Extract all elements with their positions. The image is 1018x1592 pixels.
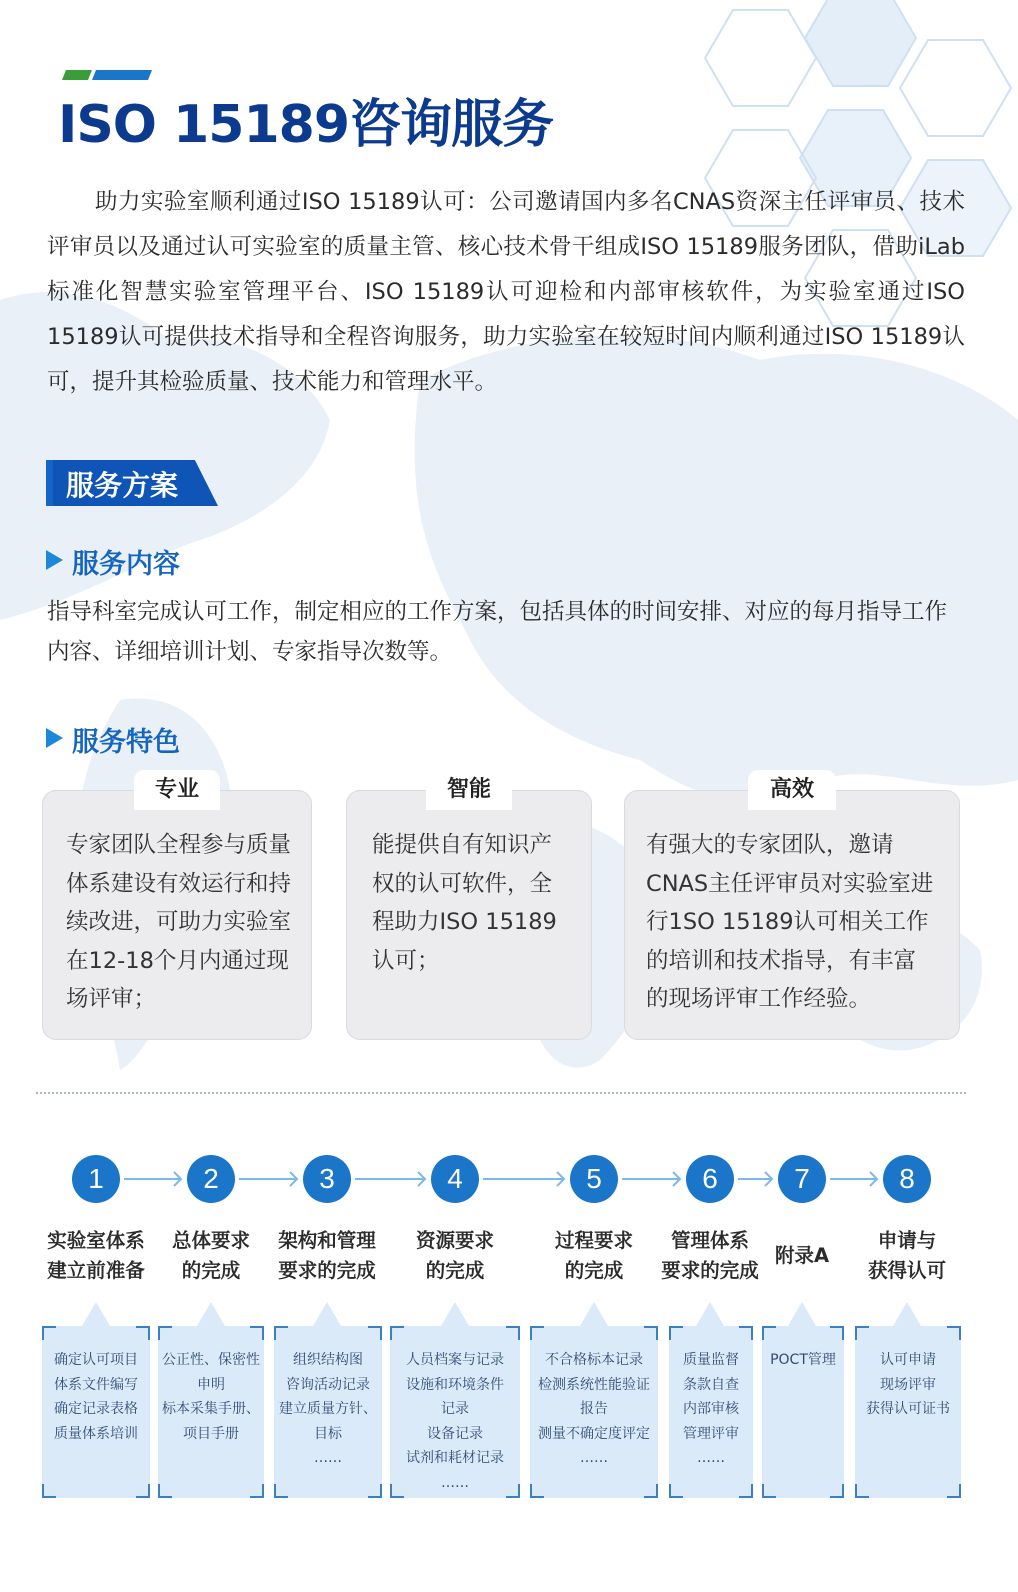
arrow-right-icon [622, 1170, 682, 1188]
step-detail-box [42, 1300, 150, 1498]
title-accent-stripes [62, 70, 152, 80]
step-title-line: 资源要求 [415, 1229, 494, 1252]
step-detail-item: …… [314, 1450, 342, 1466]
service-content-text: 指导科室完成认可工作，制定相应的工作方案，包括具体的时间安排、对应的每月指导工作内容、详细培训计划、专家指导次数等。 [47, 599, 948, 665]
step-title [843, 1226, 971, 1286]
step-title-line: 获得认可 [867, 1259, 946, 1282]
feature-card-text: 有强大的专家团队，邀请CNAS主任评审员对实验室进行1SO 15189认可相关工作的培训和技术指导，有丰富的现场评审工作经验。 [646, 832, 934, 1012]
step-detail-item: 申明 [197, 1376, 225, 1393]
step-title-line: 的完成 [425, 1259, 485, 1282]
step-detail-box [390, 1300, 520, 1498]
step-title-line: 要求的完成 [278, 1259, 376, 1282]
feature-card-tab: 高效 [748, 770, 836, 810]
step-detail-item: 质量体系培训 [54, 1425, 138, 1442]
step-detail-item: 设施和环境条件 [406, 1376, 504, 1393]
section-badge-bar [46, 460, 53, 506]
step-box-frame [762, 1300, 844, 1498]
step-detail-item: 体系文件编写 [54, 1376, 138, 1393]
feature-card-text: 专家团队全程参与质量体系建设有效运行和持续改进，可助力实验室在12-18个月内通过现场评审； [66, 832, 292, 1012]
step-title-line: 要求的完成 [661, 1259, 759, 1282]
step-detail-item: 项目手册 [183, 1425, 239, 1442]
step-title [530, 1226, 658, 1286]
step-title-line: 附录A [774, 1244, 830, 1267]
step-detail-item: 管理评审 [683, 1425, 739, 1442]
step-title-line: 架构和管理 [278, 1229, 376, 1252]
step-detail-list [855, 1348, 961, 1422]
step-detail-box [762, 1300, 844, 1498]
step-detail-list [669, 1348, 753, 1471]
step-title-line: 的完成 [181, 1259, 241, 1282]
arrow-right-icon [124, 1170, 183, 1188]
step-number-badge: 4 [431, 1155, 479, 1203]
subheading-service-content [46, 542, 246, 578]
step-detail-item: 人员档案与记录 [406, 1352, 504, 1368]
dotted-divider [36, 1092, 966, 1094]
step-detail-item: 不合格标本记录 [545, 1352, 643, 1368]
step-detail-box [855, 1300, 961, 1498]
step-title-line: 总体要求 [171, 1229, 250, 1252]
subheading-label: 服务特色 [72, 727, 180, 758]
step-detail-item: 公正性、保密性 [162, 1352, 260, 1368]
step-detail-box [158, 1300, 264, 1498]
arrow-right-icon [830, 1170, 879, 1188]
intro-paragraph: 助力实验室顺利通过ISO 15189认可：公司邀请国内多名CNAS资深主任评审员、技术评审员以及通过认可实验室的质量主管、核心技术骨干组成ISO 15189服务团队，借助iLab标准化智慧实验室管理平台、ISO 15189认可迎检和内部审核软件，为实验室通过ISO 15189认可提供技术指导和全程咨询服务，助力实验室在较短时间内顺利通过ISO 15189认可，提升其检验质量、技术能力和管理水平。 [47, 189, 965, 395]
step-detail-item: 建立质量方针、 [279, 1401, 377, 1417]
step-detail-item: 质量监督 [683, 1352, 739, 1368]
step-detail-item: 现场评审 [880, 1376, 936, 1393]
step-detail-item: 确定认可项目 [54, 1352, 138, 1368]
step-detail-list [42, 1348, 150, 1446]
step-detail-list [158, 1348, 264, 1446]
step-detail-item: 设备记录 [427, 1425, 483, 1442]
step-detail-item: 目标 [314, 1425, 342, 1442]
step-detail-item: 标本采集手册、 [162, 1401, 260, 1417]
step-number-badge: 2 [187, 1155, 235, 1203]
step-detail-list [390, 1348, 520, 1495]
section-title: 服务方案 [66, 469, 179, 502]
triangle-bullet-icon [46, 728, 63, 748]
page-title: ISO 15189咨询服务 [58, 95, 554, 155]
subheading-service-features [46, 720, 246, 756]
step-detail-item: 检测系统性能验证 [538, 1376, 650, 1393]
step-detail-item: 咨询活动记录 [286, 1376, 370, 1393]
step-detail-item: POCT管理 [770, 1352, 836, 1368]
arrow-right-icon [483, 1170, 566, 1188]
step-number-badge: 7 [778, 1155, 826, 1203]
step-detail-list [274, 1348, 382, 1471]
step-detail-item: 记录 [441, 1401, 469, 1417]
step-title [263, 1226, 391, 1286]
arrow-right-icon [239, 1170, 299, 1188]
step-title-line: 过程要求 [554, 1229, 633, 1252]
subheading-label: 服务内容 [72, 549, 180, 580]
step-detail-item: 报告 [580, 1401, 608, 1417]
step-title-line: 实验室体系 [47, 1229, 145, 1252]
step-title [32, 1226, 160, 1286]
step-number-badge: 1 [72, 1155, 120, 1203]
step-number-badge: 5 [570, 1155, 618, 1203]
step-detail-item: 确定记录表格 [54, 1401, 138, 1417]
step-title-line: 管理体系 [670, 1229, 749, 1252]
feature-card-tab: 专业 [134, 770, 220, 810]
arrow-right-icon [355, 1170, 427, 1188]
step-number-badge: 8 [883, 1155, 931, 1203]
step-title-line: 建立前准备 [47, 1259, 145, 1282]
step-detail-list [530, 1348, 658, 1471]
step-detail-item: 测量不确定度评定 [538, 1425, 650, 1442]
step-detail-item: 认可申请 [880, 1352, 936, 1368]
step-detail-item: 试剂和耗材记录 [406, 1450, 504, 1466]
step-title-line: 申请与 [877, 1229, 937, 1252]
step-title [147, 1226, 275, 1286]
step-detail-box [530, 1300, 658, 1498]
feature-card-text: 能提供自有知识产权的认可软件，全程助力ISO 15189认可； [372, 832, 557, 974]
step-detail-list [762, 1348, 844, 1373]
step-detail-box [669, 1300, 753, 1498]
step-title-line: 的完成 [564, 1259, 624, 1282]
step-detail-item: 条款自查 [683, 1376, 739, 1393]
step-detail-item: …… [580, 1450, 608, 1466]
step-detail-item: 组织结构图 [293, 1352, 363, 1368]
step-detail-item: 获得认可证书 [866, 1401, 950, 1417]
step-number-badge: 3 [303, 1155, 351, 1203]
step-detail-item: 内部审核 [683, 1401, 739, 1417]
step-number-badge: 6 [686, 1155, 734, 1203]
step-detail-item: …… [697, 1450, 725, 1466]
step-title [391, 1226, 519, 1286]
triangle-bullet-icon [46, 550, 63, 570]
step-detail-box [274, 1300, 382, 1498]
arrow-right-icon [738, 1170, 774, 1188]
feature-card-tab: 智能 [426, 770, 512, 810]
section-heading-service-plan [46, 460, 222, 506]
step-detail-item: …… [441, 1474, 469, 1491]
